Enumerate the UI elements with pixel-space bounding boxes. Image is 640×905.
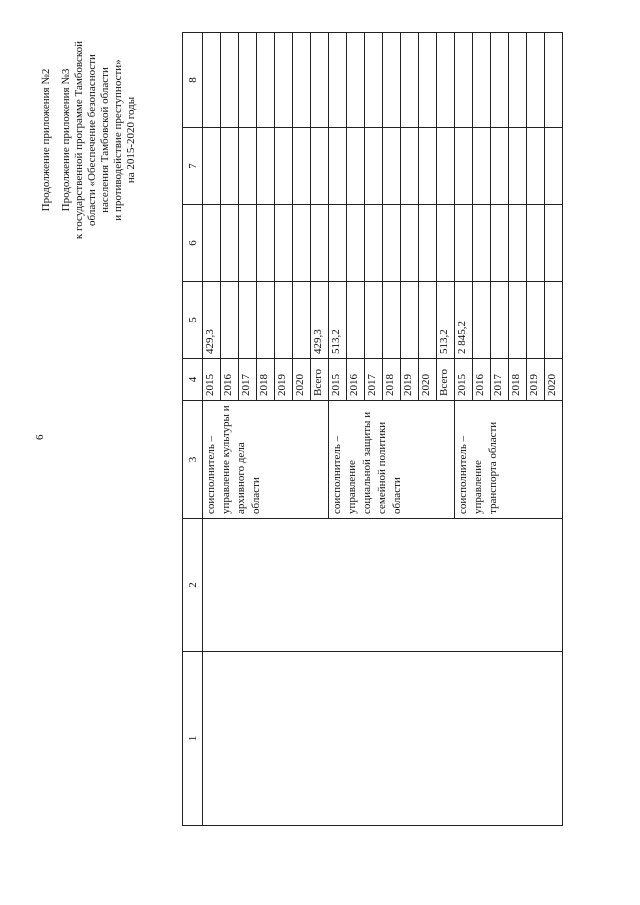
amount-cell — [257, 282, 275, 359]
column-6-cell — [329, 128, 347, 205]
year-cell: 2018 — [509, 359, 527, 401]
column-7-cell — [401, 33, 419, 128]
column-5-cell — [437, 205, 455, 282]
column-6-cell — [311, 128, 329, 205]
year-cell: 2020 — [545, 359, 563, 401]
column-6-cell — [437, 128, 455, 205]
header-continuation: Продолжение приложения №2 — [40, 68, 52, 212]
amount-cell — [347, 282, 365, 359]
column-6-cell — [347, 128, 365, 205]
column-7-cell — [257, 33, 275, 128]
column-7-cell — [455, 33, 473, 128]
column-5-cell — [365, 205, 383, 282]
column-6-cell — [527, 128, 545, 205]
column-5-cell — [347, 205, 365, 282]
column-6-cell — [473, 128, 491, 205]
header-line: к государственной программе Тамбовской — [73, 40, 85, 240]
column-7-cell — [365, 33, 383, 128]
executor-cell: соисполнитель – управление социальной защиты и семейной политики области — [329, 401, 455, 519]
amount-cell — [419, 282, 437, 359]
column-2-cell — [203, 519, 563, 652]
year-cell: 2017 — [365, 359, 383, 401]
amount-cell — [239, 282, 257, 359]
amount-cell: 429,3 — [203, 282, 221, 359]
year-cell: Всего — [311, 359, 329, 401]
column-5-cell — [203, 205, 221, 282]
amount-cell — [509, 282, 527, 359]
year-cell: 2015 — [329, 359, 347, 401]
column-6-cell — [293, 128, 311, 205]
column-5-cell — [383, 205, 401, 282]
column-5-cell — [221, 205, 239, 282]
page-number: 6 — [34, 434, 46, 440]
header-line: населения Тамбовской области — [99, 67, 111, 213]
table-body — [183, 33, 563, 826]
column-5-cell — [419, 205, 437, 282]
column-7-cell — [329, 33, 347, 128]
amount-cell — [383, 282, 401, 359]
column-6-cell — [365, 128, 383, 205]
year-cell: 2019 — [527, 359, 545, 401]
year-cell: 2016 — [347, 359, 365, 401]
amount-cell: 513,2 — [329, 282, 347, 359]
column-number-row — [183, 33, 203, 826]
header-line: Продолжение приложения №3 — [60, 68, 72, 212]
column-number: 8 — [183, 33, 203, 128]
year-cell: 2019 — [401, 359, 419, 401]
column-7-cell — [419, 33, 437, 128]
header-line: области «Обеспечение безопасности — [86, 54, 98, 226]
column-5-cell — [509, 205, 527, 282]
column-7-cell — [347, 33, 365, 128]
column-7-cell — [221, 33, 239, 128]
year-cell: 2015 — [203, 359, 221, 401]
column-number: 7 — [183, 128, 203, 205]
year-cell: 2020 — [293, 359, 311, 401]
year-cell: 2020 — [419, 359, 437, 401]
column-1-cell — [203, 652, 563, 826]
column-5-cell — [473, 205, 491, 282]
executor-cell: соисполнитель – управление транспорта области — [455, 401, 563, 519]
column-6-cell — [401, 128, 419, 205]
column-7-cell — [509, 33, 527, 128]
column-5-cell — [311, 205, 329, 282]
year-cell: 2019 — [275, 359, 293, 401]
header-line: на 2015-2020 годы — [125, 96, 137, 184]
amount-cell — [221, 282, 239, 359]
column-number: 1 — [183, 652, 203, 826]
column-6-cell — [455, 128, 473, 205]
appendix-header — [40, 15, 138, 265]
amount-cell — [401, 282, 419, 359]
column-6-cell — [221, 128, 239, 205]
column-6-cell — [545, 128, 563, 205]
column-number: 6 — [183, 205, 203, 282]
column-5-cell — [527, 205, 545, 282]
year-cell: 2018 — [383, 359, 401, 401]
column-number: 3 — [183, 401, 203, 519]
column-6-cell — [509, 128, 527, 205]
column-number: 4 — [183, 359, 203, 401]
column-5-cell — [275, 205, 293, 282]
column-7-cell — [275, 33, 293, 128]
year-cell: 2016 — [221, 359, 239, 401]
year-cell: 2017 — [239, 359, 257, 401]
year-cell: 2017 — [491, 359, 509, 401]
column-7-cell — [527, 33, 545, 128]
amount-cell — [473, 282, 491, 359]
column-6-cell — [419, 128, 437, 205]
column-7-cell — [383, 33, 401, 128]
column-7-cell — [545, 33, 563, 128]
column-6-cell — [239, 128, 257, 205]
year-cell: 2016 — [473, 359, 491, 401]
column-6-cell — [203, 128, 221, 205]
column-5-cell — [293, 205, 311, 282]
column-6-cell — [275, 128, 293, 205]
column-5-cell — [491, 205, 509, 282]
column-7-cell — [491, 33, 509, 128]
column-5-cell — [401, 205, 419, 282]
column-7-cell — [311, 33, 329, 128]
column-5-cell — [545, 205, 563, 282]
column-5-cell — [329, 205, 347, 282]
year-cell: 2018 — [257, 359, 275, 401]
column-5-cell — [257, 205, 275, 282]
amount-cell — [527, 282, 545, 359]
executor-cell: соисполнитель – управление культуры и архивного дела области — [203, 401, 329, 519]
column-6-cell — [491, 128, 509, 205]
amount-cell — [275, 282, 293, 359]
funding-table — [182, 32, 563, 826]
amount-cell: 513,2 — [437, 282, 455, 359]
amount-cell — [491, 282, 509, 359]
column-5-cell — [239, 205, 257, 282]
column-7-cell — [437, 33, 455, 128]
table-row — [203, 33, 221, 826]
year-cell: Всего — [437, 359, 455, 401]
column-7-cell — [473, 33, 491, 128]
amount-cell: 2 845,2 — [455, 282, 473, 359]
amount-cell: 429,3 — [311, 282, 329, 359]
column-6-cell — [257, 128, 275, 205]
column-5-cell — [455, 205, 473, 282]
year-cell: 2015 — [455, 359, 473, 401]
column-7-cell — [203, 33, 221, 128]
column-6-cell — [383, 128, 401, 205]
column-number: 2 — [183, 519, 203, 652]
amount-cell — [293, 282, 311, 359]
header-line: и противодействие преступности» — [112, 59, 124, 221]
column-7-cell — [239, 33, 257, 128]
column-7-cell — [293, 33, 311, 128]
amount-cell — [365, 282, 383, 359]
column-number: 5 — [183, 282, 203, 359]
amount-cell — [545, 282, 563, 359]
